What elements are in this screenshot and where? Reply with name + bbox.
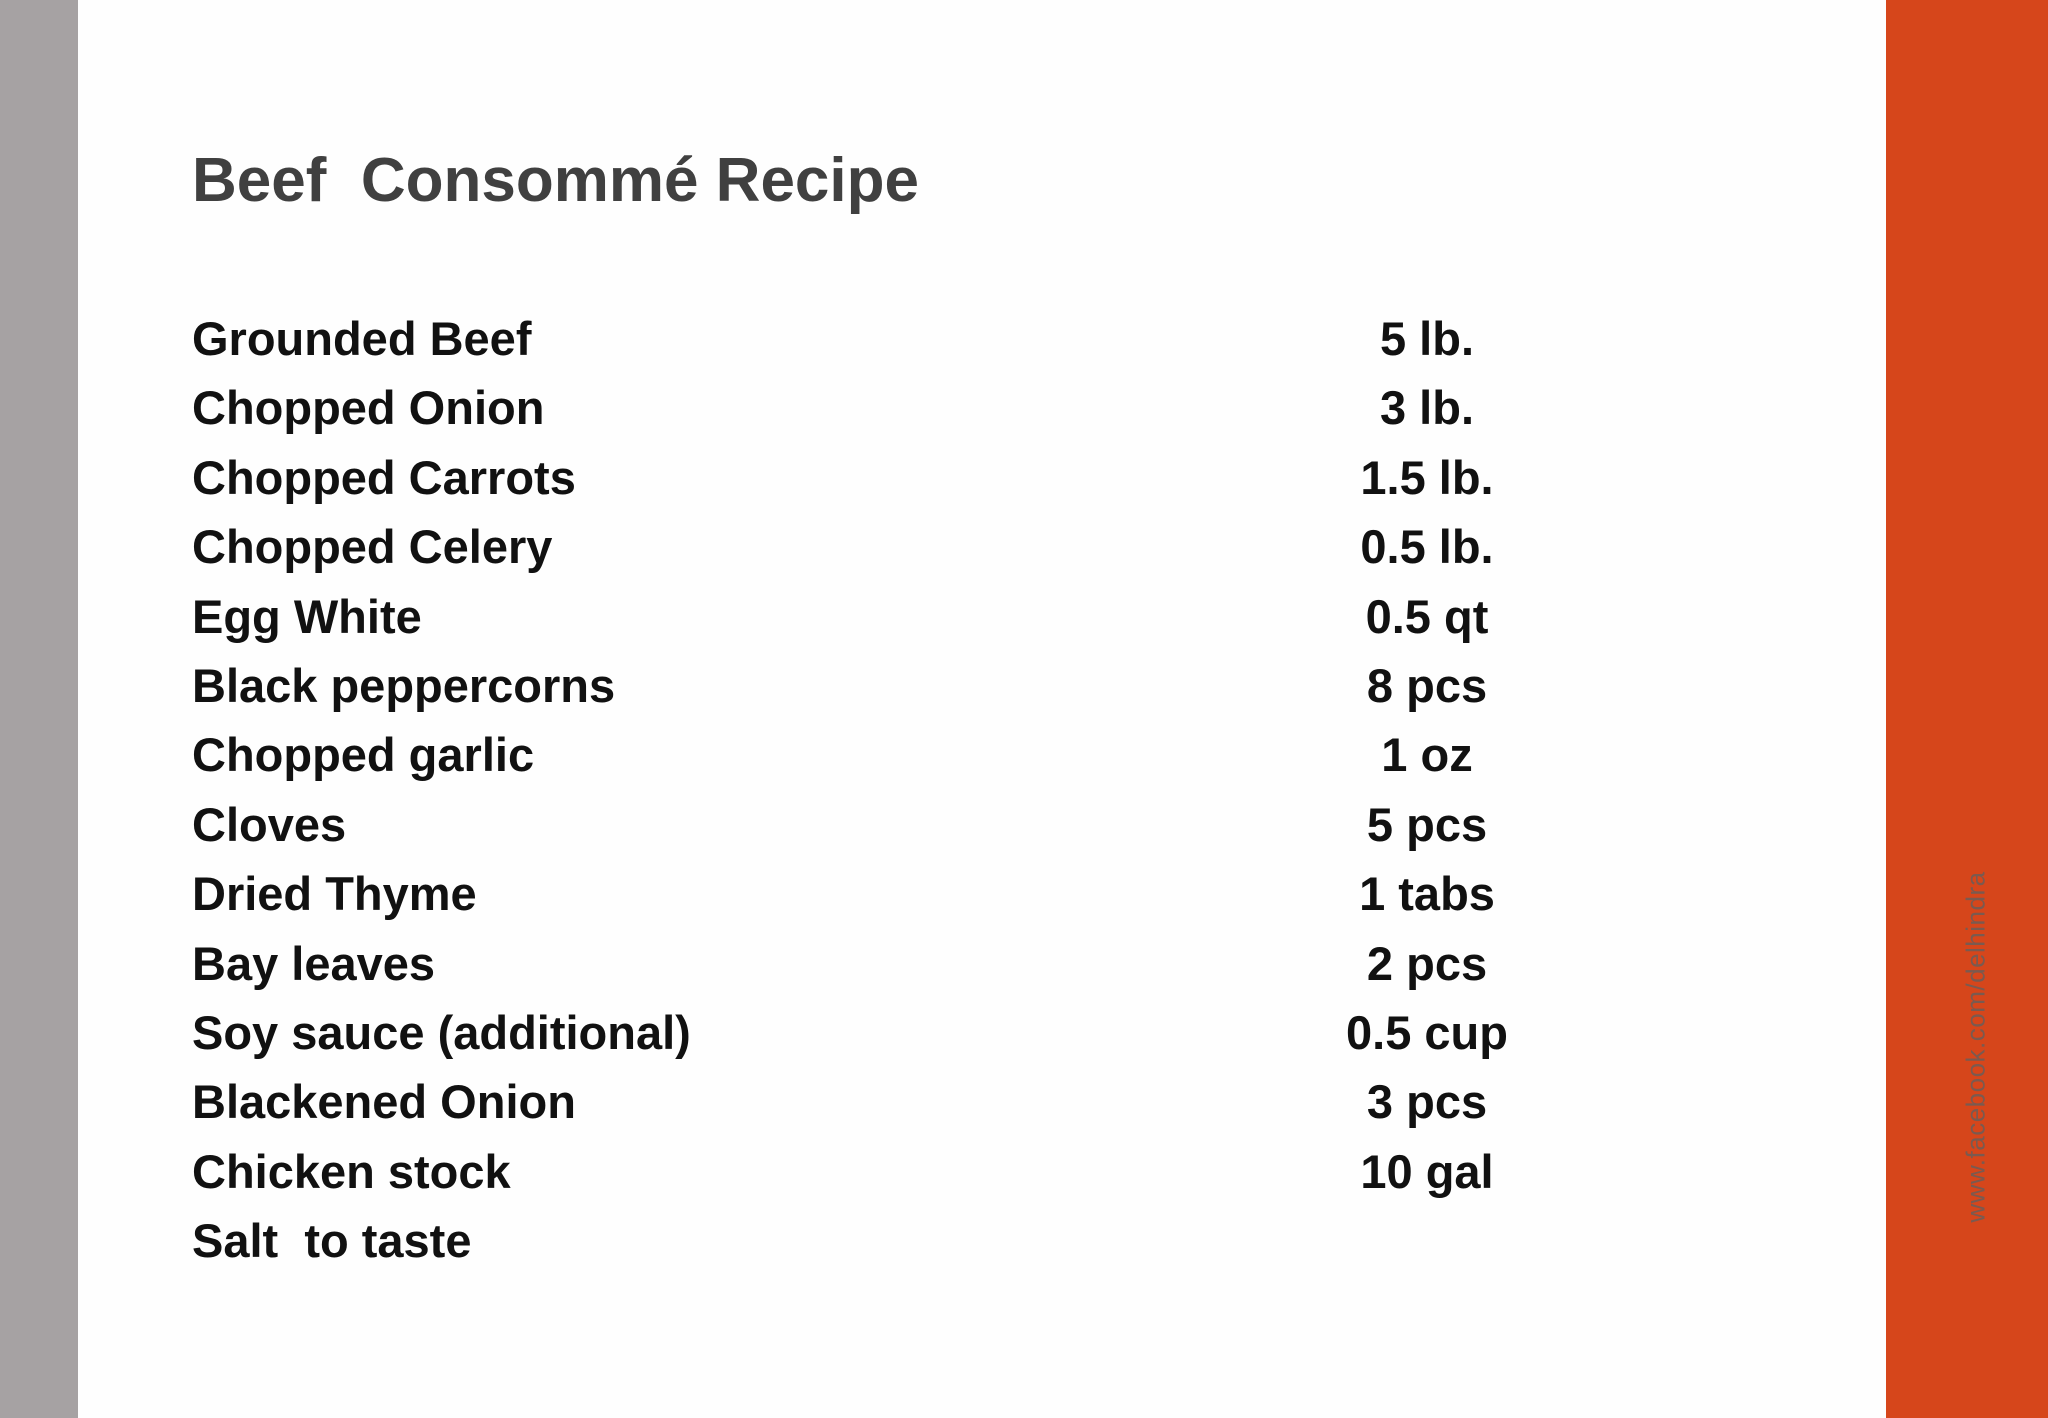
ingredient-quantity: 0.5 qt [1365, 589, 1489, 643]
ingredient-name: Chopped Celery [192, 520, 553, 574]
ingredient-name: Dried Thyme [192, 867, 477, 921]
ingredient-name: Chicken stock [192, 1144, 511, 1198]
ingredient-name: Egg White [192, 589, 422, 643]
ingredient-quantity: 5 pcs [1366, 797, 1488, 851]
ingredient-name: Chopped Onion [192, 381, 545, 435]
ingredient-quantity: 2 pcs [1366, 936, 1488, 990]
ingredient-row [192, 861, 1592, 930]
ingredient-row [192, 306, 1592, 375]
ingredient-row [192, 1208, 1592, 1277]
ingredient-quantity: 1 tabs [1359, 867, 1495, 921]
ingredient-quantity: 1.5 lb. [1360, 450, 1494, 504]
ingredient-name: Grounded Beef [192, 312, 532, 365]
ingredient-row [192, 445, 1592, 514]
ingredient-quantity: 3 pcs [1366, 1075, 1488, 1129]
ingredient-quantity: 0.5 lb. [1360, 520, 1494, 574]
ingredient-name: Chopped garlic [192, 728, 535, 782]
ingredient-quantity: 10 gal [1360, 1144, 1494, 1198]
ingredient-quantity: 5 lb. [1379, 312, 1475, 365]
ingredient-name: Blackened Onion [192, 1075, 576, 1129]
ingredient-quantity: 1 oz [1381, 728, 1473, 782]
ingredient-row [192, 1069, 1592, 1138]
ingredient-name: Salt to taste [192, 1214, 472, 1268]
facebook-url-text: www.facebook.com/delhindra [1960, 871, 1991, 1223]
ingredient-name: Bay leaves [192, 936, 436, 990]
ingredient-name: Cloves [192, 797, 347, 851]
ingredient-row [192, 584, 1592, 653]
ingredient-quantity: 0.5 cup [1346, 1005, 1508, 1059]
ingredient-row [192, 514, 1592, 583]
ingredient-row [192, 1000, 1592, 1069]
ingredient-name: Soy sauce (additional) [192, 1005, 691, 1059]
ingredient-name: Chopped Carrots [192, 450, 576, 504]
ingredient-row [192, 792, 1592, 861]
ingredient-row [192, 931, 1592, 1000]
page-title: Beef Consommé Recipe [192, 146, 919, 215]
ingredient-row [192, 722, 1592, 791]
left-accent-bar [0, 0, 78, 1418]
ingredient-row [192, 375, 1592, 444]
ingredient-name: Black peppercorns [192, 658, 616, 712]
ingredient-row [192, 653, 1592, 722]
ingredient-list [192, 306, 1592, 1277]
ingredient-quantity: 8 pcs [1366, 658, 1488, 712]
ingredient-quantity: 3 lb. [1379, 381, 1475, 435]
ingredient-row [192, 1139, 1592, 1208]
